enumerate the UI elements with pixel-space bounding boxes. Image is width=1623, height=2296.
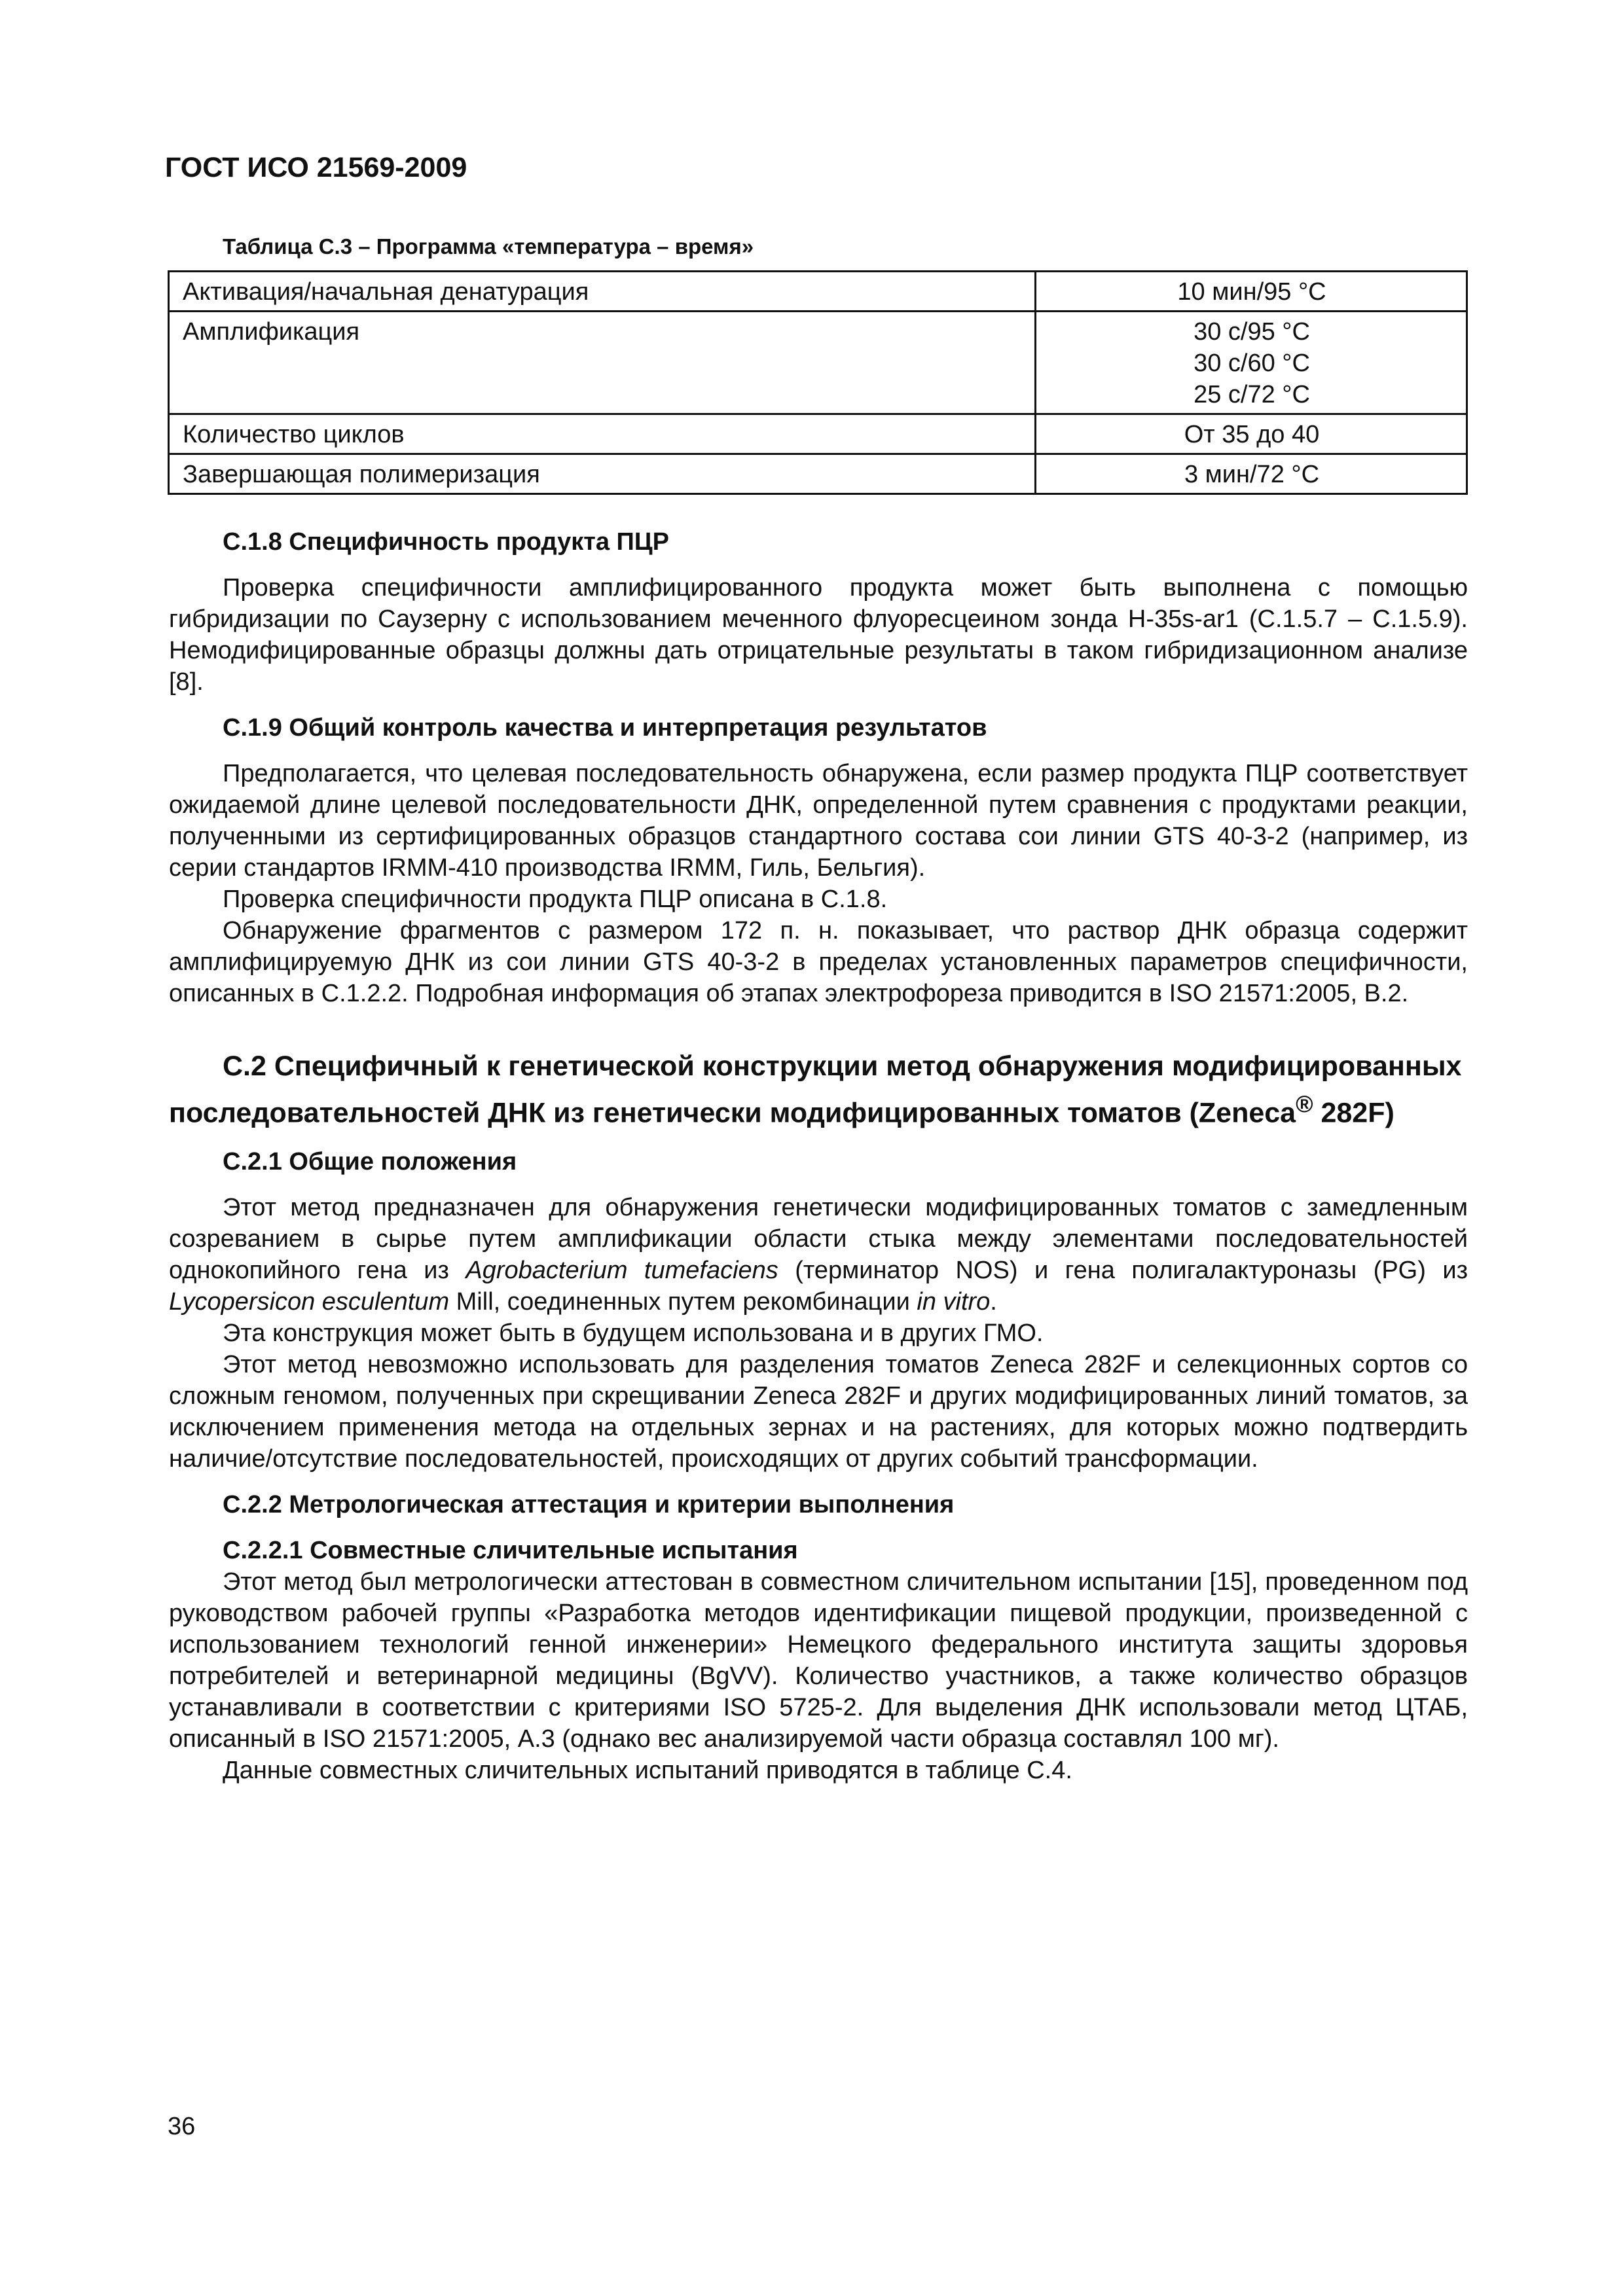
paragraph — [169, 1192, 1468, 1318]
paragraph: Обнаружение фрагментов с размером 172 п. н. показывает, что раствор ДНК образца содержит амплифицируемую ДНК из сои линии GTS 40-3-2 в пределах установленных параметров специфичности, описанных в С.1.2.2. Подробная информация об этапах электрофореза приводится в ISO 21571:2005, В.2. — [169, 917, 1468, 1007]
italic-term: Agrobacterium tumefaciens — [465, 1257, 778, 1285]
text-run: Этот метод предназначен для обнаружения генетически модифицированных томатов с замедленным созреванием в сырье путем амплификации области стыка между элементами последовательностей однокопийного гена из — [169, 1194, 1468, 1285]
text-run: (терминатор NOS) и гена полигалактуроназы (PG) из — [778, 1257, 1468, 1285]
page-number: 36 — [168, 2113, 196, 2140]
table-cell-value — [1036, 272, 1467, 312]
table-cell-value — [1036, 414, 1467, 454]
cell-value-line: 30 с/60 °С — [1194, 350, 1310, 377]
paragraph: Этот метод был метрологически аттестован в совместном сличительном испытании [15], проведенном под руководством рабочей группы «Разработка методов идентификации пищевой продукции, произведенной с использованием технологий генной инженерии» Немецкого федерального института защиты здоровья потребителей и ветеринарной медицины (BgVV). Количество участников, а также количество образцов устанавливали в соответствии с критериями ISO 5725-2. Для выделения ДНК использовали метод ЦТАБ, описанный в ISO 21571:2005, А.3 (однако вес анализируемой части образца составлял 100 мг). — [169, 1568, 1468, 1753]
italic-term: Lycopersicon esculentum — [169, 1288, 450, 1316]
paragraph: Проверка специфичности продукта ПЦР описана в С.1.8. — [223, 886, 888, 913]
cell-value-line: 10 мин/95 °С — [1177, 278, 1326, 306]
table-cell-value — [1036, 454, 1467, 494]
table-row — [169, 312, 1467, 414]
cell-value-line: 30 с/95 °С — [1194, 318, 1310, 346]
italic-term: in vitro — [917, 1288, 991, 1316]
temperature-time-table — [168, 270, 1468, 495]
heading-text: С.2 Специфичный к генетической конструкции метод обнаружения модифицированных последовательностей ДНК из генетически модифицированных томатов (Zeneca — [169, 1050, 1462, 1129]
section-heading-c18: С.1.8 Специфичность продукта ПЦР — [223, 528, 669, 556]
registered-mark: ® — [1296, 1091, 1313, 1117]
section-heading-c19: С.1.9 Общий контроль качества и интерпретация результатов — [223, 714, 987, 742]
paragraph: Этот метод невозможно использовать для разделения томатов Zeneca 282F и селекционных сортов со сложным геномом, полученных при скрещивании Zeneca 282F и других модифицированных линий томатов, за исключением применения метода на отдельных зернах и на растениях, для которых можно подтвердить наличие/отсутствие последовательностей, происходящих от других событий трансформации. — [169, 1351, 1468, 1473]
section-heading-c2 — [169, 1047, 1468, 1132]
text-run: . — [990, 1288, 997, 1316]
heading-text: 282F) — [1313, 1097, 1395, 1129]
cell-value-line: 25 с/72 °С — [1194, 381, 1310, 408]
paragraph: Предполагается, что целевая последовательность обнаружена, если размер продукта ПЦР соответствует ожидаемой длине целевой последовательности ДНК, определенной путем сравнения с продуктами реакции, полученными из сертифицированных образцов стандартного состава сои линии GTS 40-3-2 (например, из серии стандартов IRMM-410 производства IRMM, Гиль, Бельгия). — [169, 760, 1468, 882]
table-cell-value — [1036, 312, 1467, 414]
paragraph: Данные совместных сличительных испытаний приводятся в таблице С.4. — [223, 1757, 1072, 1785]
table-row — [169, 272, 1467, 312]
cell-value-line: От 35 до 40 — [1184, 421, 1320, 448]
table-caption: Таблица С.3 – Программа «температура – время» — [223, 234, 754, 259]
section-heading-c221: С.2.2.1 Совместные сличительные испытания — [223, 1537, 798, 1565]
section-heading-c22: С.2.2 Метрологическая аттестация и критерии выполнения — [223, 1491, 955, 1519]
document-body — [169, 526, 1468, 1786]
section-heading-c21: С.2.1 Общие положения — [223, 1148, 517, 1176]
table-row — [169, 414, 1467, 454]
table-cell-label: Количество циклов — [169, 414, 1036, 454]
table-cell-label: Завершающая полимеризация — [169, 454, 1036, 494]
cell-value-line: 3 мин/72 °С — [1184, 461, 1320, 488]
text-run: Mill, соединенных путем рекомбинации — [449, 1288, 917, 1316]
paragraph: Проверка специфичности амплифицированного продукта может быть выполнена с помощью гибридизации по Саузерну с использованием меченного флуоресцеином зонда H-35s-ar1 (С.1.5.7 – С.1.5.9). Немодифицированные образцы должны дать отрицательные результаты в таком гибридизационном анализе [8]. — [169, 574, 1468, 696]
table-row — [169, 454, 1467, 494]
paragraph: Эта конструкция может быть в будущем использована и в других ГМО. — [223, 1319, 1044, 1348]
table-cell-label: Активация/начальная денатурация — [169, 272, 1036, 312]
table-cell-label: Амплификация — [169, 312, 1036, 414]
document-header: ГОСТ ИСО 21569-2009 — [165, 152, 467, 183]
